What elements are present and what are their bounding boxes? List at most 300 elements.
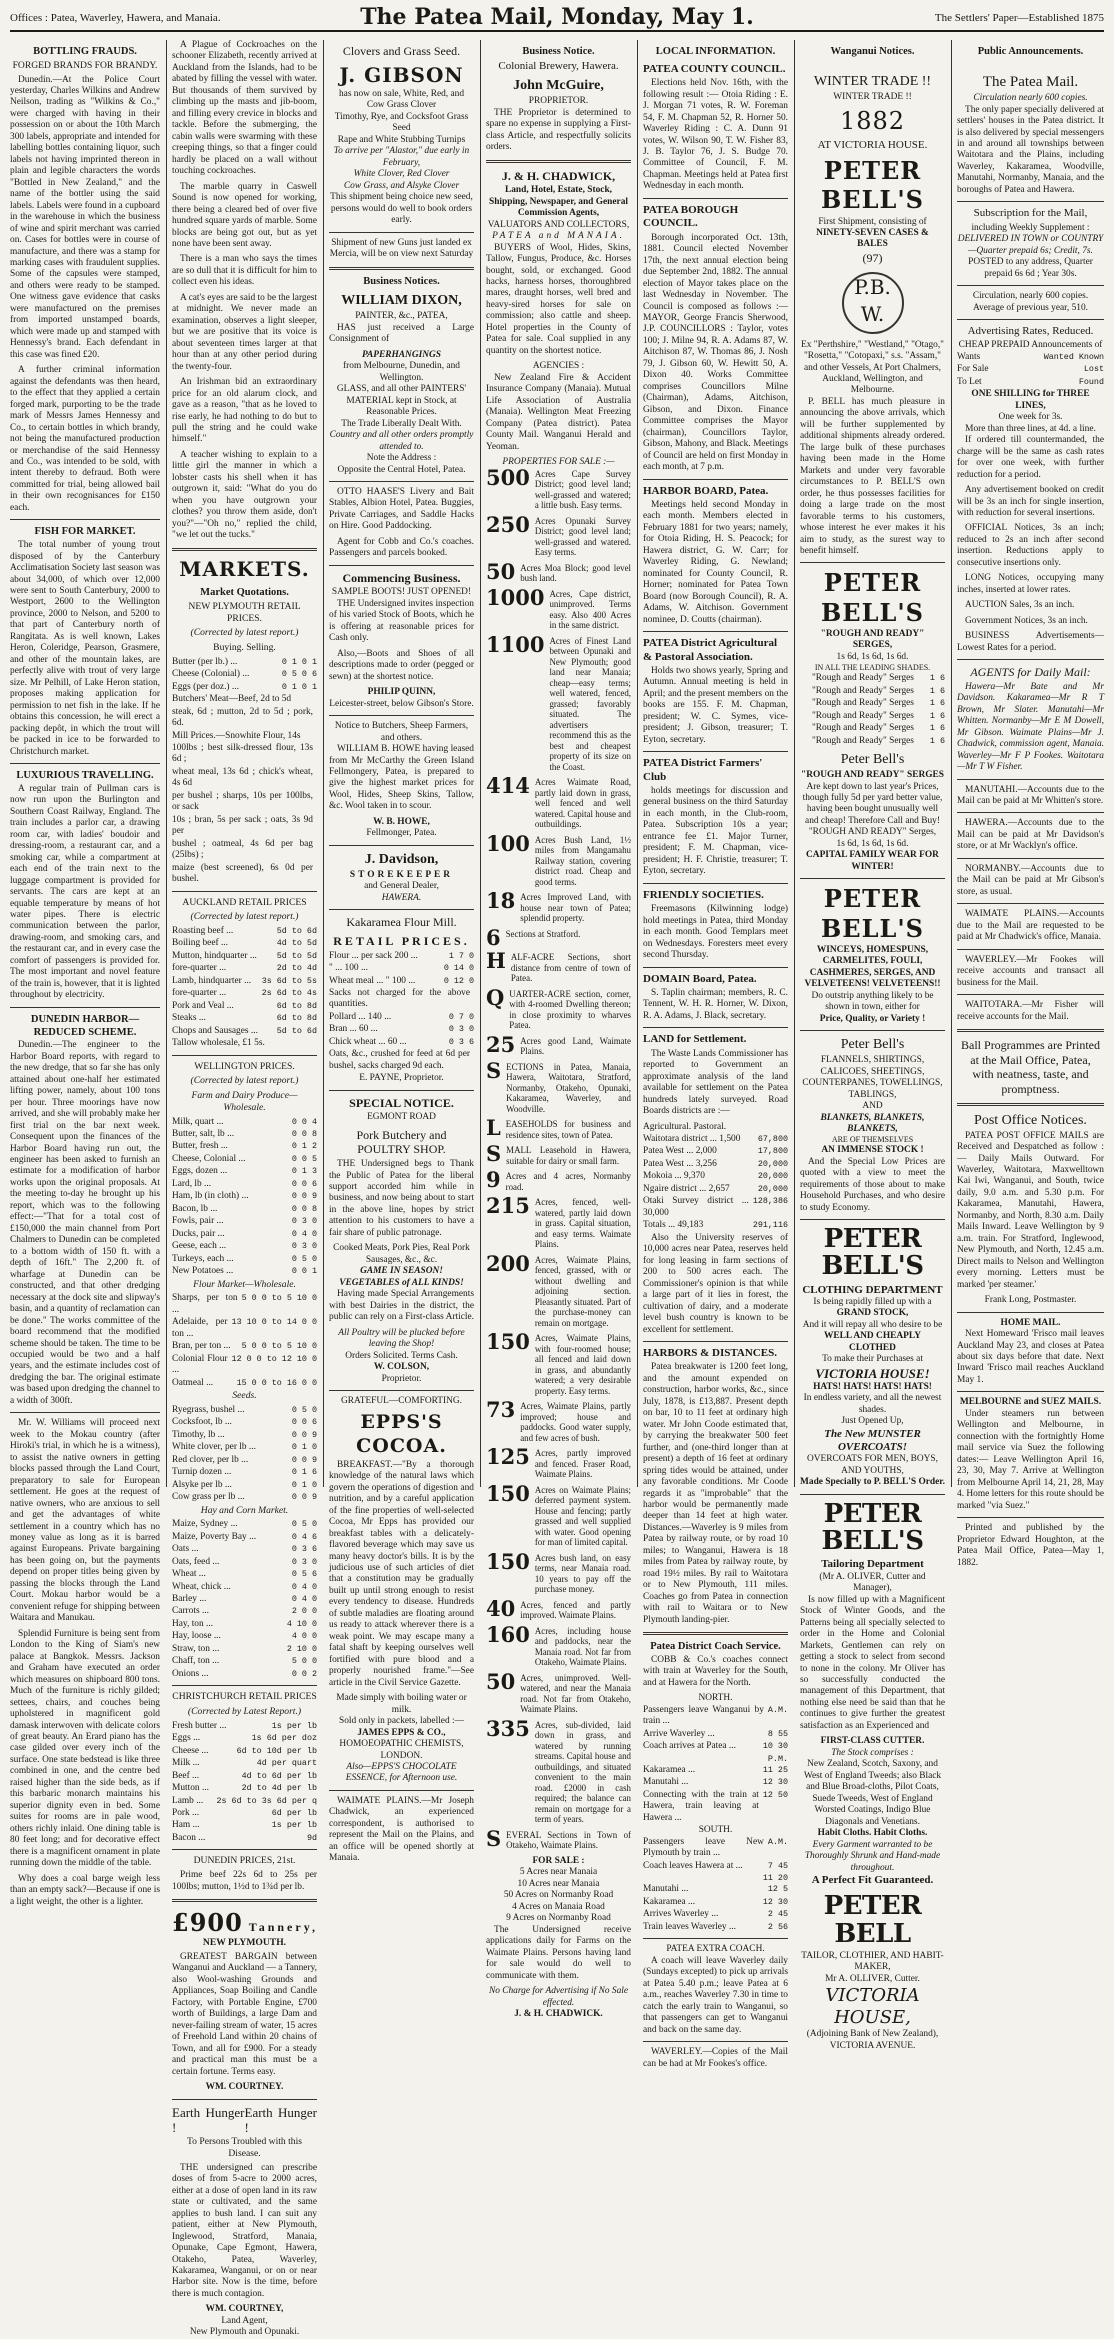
ad-text: POSTED to any address, Quarter prepaid 6s 6d ; Year 30s.	[968, 257, 1093, 279]
table-row	[800, 673, 945, 684]
info-heading: FRIENDLY SOCIETIES.	[643, 888, 764, 901]
info-text: A coach will leave Waverley daily (Sundays excepted) to pick up arrivals at Patea 5.40 p.m.; leave Patea at 6 a.m., reaches Waverley 7.30 in time to catch the early train to Wanganui, so that passengers can get to Wanganui and back on the same day.	[643, 1955, 788, 2035]
info-heading: PATEA BOROUGH COUNCIL.	[643, 203, 739, 230]
row-label: Coach arrives at Patea ...	[643, 1741, 736, 1752]
row-value: 0 5 0	[291, 1519, 317, 1530]
row-value: 20,000	[757, 1158, 788, 1169]
property-description: Acres, including house and paddocks, near the Manaia road. Not far from Otakeho, Waimate Plains.	[534, 1625, 631, 1668]
property-description: Acres Improved Land, with house near town of Patea; splendid property.	[520, 892, 631, 923]
row-value: 0 5 0 6	[281, 669, 317, 680]
row-value: 5 0 0 to 5 10 0	[241, 1341, 317, 1352]
table-row	[172, 1317, 317, 1340]
ad-text: "ROUGH AND READY" SERGES,	[820, 629, 925, 651]
row-label: Fresh butter ...	[172, 1720, 227, 1731]
table-row	[172, 1442, 317, 1453]
ad-text: 1s 6d, 1s 6d, 1s 6d.	[836, 651, 909, 662]
row-label: Ducks, pair ...	[172, 1228, 225, 1239]
info-text: holds meetings for discussion and general business on the third Saturday in each month, in the Club-room, Patea. Subscription 10s a year; entrance fee £1. Major Turner, president; F. M. Chapman, vice-president; H. F. Christie, treasurer; T. Eyton, secretary.	[643, 786, 788, 877]
ad-text: In endless variety, and all the newest shades.	[803, 1393, 942, 1415]
row-label: Maize, Sydney ...	[172, 1519, 238, 1530]
property-acres: S	[486, 1825, 502, 1851]
table-row	[172, 1544, 317, 1555]
row-label: Ngaire district ... 2,657	[643, 1183, 730, 1194]
row-value: 5d to 6d	[276, 926, 317, 936]
row-label: Fowls, pair ...	[172, 1216, 224, 1227]
row-label: Sharps, per ton ...	[172, 1293, 238, 1315]
column-rule	[166, 40, 167, 1487]
wants-list	[957, 352, 1104, 388]
table-row	[172, 1141, 317, 1152]
table-row	[172, 1492, 317, 1503]
peter-bell-heading: PETER BELL'S	[820, 568, 924, 627]
table-row	[643, 1884, 788, 1895]
ad-text: VICTORIA AVENUE.	[829, 2040, 916, 2051]
row-label: Passengers leave Wanganui by train ...	[643, 1704, 764, 1727]
ad-signature: Also—EPPS'S CHOCOLATE ESSENCE, for Afternoon use.	[345, 1761, 458, 1784]
timetable-heading: NORTH.	[698, 1693, 733, 1704]
table-row	[172, 1038, 317, 1049]
row-value: 12 50	[762, 1789, 788, 1800]
ad-text: Timothy, Rye, and Cocksfoot Grass Seed	[334, 111, 469, 134]
ad-text: No Charge for Advertising if No Sale effected.	[488, 1986, 629, 2008]
row-value: A.M.	[767, 1704, 788, 1715]
property-acres: 25	[486, 1031, 516, 1057]
row-label: Lamb ...	[172, 1795, 204, 1806]
ad-signature: HOMOEOPATHIC CHEMISTS,	[339, 1739, 464, 1750]
price-table	[172, 1721, 317, 1845]
ad-signature: PHILIP QUINN,	[367, 687, 436, 698]
property-listing	[486, 1141, 631, 1167]
sale-item: 4 Acres on Manaia Road	[512, 1901, 605, 1912]
table-row	[329, 988, 474, 1011]
column-7	[957, 40, 1104, 1568]
table-subtitle: Farm and Dairy Produce—Wholesale.	[191, 1090, 298, 1113]
ad-text: Having made Special Arrangements with best Dairies in the district, the public can rely on a First-class Article.	[329, 1289, 475, 1323]
info-heading: LAND for Settlement.	[643, 1033, 747, 1046]
property-listing	[486, 1825, 631, 1851]
row-label: Geese, each ...	[172, 1241, 227, 1252]
serge-list	[800, 673, 945, 747]
masthead	[10, 4, 1104, 32]
table-row	[329, 1037, 474, 1048]
ad-signature: Proprietor.	[381, 1373, 422, 1384]
row-label: Totals ... 49,183	[643, 1220, 704, 1231]
table-row	[172, 1771, 317, 1782]
ad-text: WINCEYS, HOMESPUNS, CARMELITES, FOULI, CASHMERES, SERGES, AND	[809, 944, 936, 978]
info-text: Also the University reserves of 10,000 acres near Patea, reserves held for long leasing in farm sections of 200 to 500 acres each. The Commissioner's opinion is that while a large part of it lies in forest, the cultivation of dairy, and a moderate level bush country is known to be excellent for settlement.	[643, 1232, 788, 1335]
column-6	[800, 40, 945, 2051]
timetable-heading: SOUTH.	[698, 1825, 733, 1836]
ad-heading: Kakaramea Flour Mill.	[346, 915, 457, 930]
row-value: Found	[1078, 376, 1104, 387]
ad-text: STOREKEEPER	[349, 869, 454, 880]
row-label: Butter, fresh ...	[172, 1141, 228, 1152]
ad-text: Also,—Boots and Shoes of all descriptions made to order (pegged or sewn) at the shortest notice.	[329, 648, 474, 682]
row-value: 4d to 6d per lb	[241, 1770, 317, 1781]
ad-text: ONE SHILLING for THREE LINES,	[971, 389, 1090, 411]
property-listing	[486, 511, 631, 558]
table-title: WELLINGTON PRICES.	[194, 1060, 295, 1072]
table-row	[172, 1783, 317, 1794]
ad-text: GLASS, and all other PAINTERS' MATERIAL kept in Stock, at Reasonable Prices.	[336, 384, 467, 418]
row-label: Chaff, ton ...	[172, 1656, 220, 1667]
row-label: Oats, &c., crushed for feed at 6d per bushel, sacks charged 9d each.	[329, 1049, 470, 1071]
ad-heading: promptness.	[1001, 1081, 1060, 1096]
property-listing	[486, 830, 631, 888]
row-value: 5 0 0 to 5 10 0	[241, 1293, 317, 1304]
row-label: Mokoia ... 9,370	[643, 1171, 705, 1182]
row-label: Kakaramea ...	[643, 1764, 696, 1775]
property-listing	[486, 1031, 631, 1057]
table-row	[172, 1013, 317, 1024]
property-listing	[486, 584, 631, 631]
ad-text: (Adjoining Bank of New Zealand),	[806, 2029, 939, 2040]
property-description: MALL Leasehold in Hawera, suitable for dairy or small farm.	[506, 1145, 631, 1166]
table-row	[172, 1721, 317, 1732]
ad-text: WAIMATE PLAINS.—Mr Joseph Chadwick, an experienced correspondent, is authorised to represent the Mail on the Plains, and an office will be opened shortly at Manaia.	[329, 1795, 474, 1864]
row-value: 0 5 6	[291, 1569, 317, 1580]
article-paragraph: Dunedin.—At the Police Court yesterday, Charles Wilkins and Andrew Neilson, trading as "Wilkins & Co.," were charged with having in their possession on or about the 10th March 300 labels, appropriate and intended for labelling bottles containing liquor, such labels not having imprinted thereon in plain and legible characters the words "Bottled in New Zealand," and the name of the bottler using the said labels. Labels were found in a cupboard in the warehouse in which the business of wine and spirit merchant was carried on. Cases for bottles were in course of manufacture, and there was a stamp for marking cases with fraudulent supplies. Some of the capsules were stamped, and others were ready to be stamped. One witness gave evidence that casks were manufactured on the premises from imported unstamped boards, which were made up and stamped with Hennessy's brand. Each defendant in this case was fined £20.	[10, 74, 160, 360]
ad-text: To arrive per "Alastor," due early in February,	[333, 146, 470, 168]
table-row	[957, 377, 1104, 388]
sale-item: 50 Acres on Normanby Road	[503, 1890, 614, 1901]
row-value: 0 3 0	[291, 1241, 317, 1252]
ad-text: PAPERHANGINGS	[361, 349, 441, 360]
row-value: 0 0 5	[291, 1153, 317, 1164]
row-label	[643, 1873, 759, 1883]
row-value: 0 4 0	[291, 1228, 317, 1239]
property-acres: 335	[486, 1715, 530, 1741]
ad-text: PATEA and MANAIA.	[492, 231, 625, 242]
section-heading: Business Notices.	[363, 275, 440, 287]
row-label: Adelaide, per ton ...	[172, 1317, 228, 1339]
row-label: For Sale	[957, 364, 989, 375]
row-label: maize (best screened), 6s 0d per bushel.	[172, 862, 313, 885]
row-value: 5d to 6d	[276, 1025, 317, 1036]
info-heading: PATEA District Farmers' Club	[643, 757, 763, 783]
property-description: Acres bush land, on easy terms, near Manaia road. 10 years to pay off the purchase money.	[534, 1552, 631, 1595]
property-description: Acres, Cape district, unimproved. Terms easy. Also 400 Acres in the same district.	[549, 588, 631, 630]
info-heading: PATEA EXTRA COACH.	[666, 1944, 765, 1955]
row-value: 0 1 0	[291, 1442, 317, 1453]
row-value: Wanted Known	[1043, 351, 1104, 362]
ad-text: HATS! HATS! HATS! HATS!	[813, 1381, 932, 1392]
row-label: "Rough and Ready" Serges	[811, 735, 914, 746]
row-label: Alsyke per lb ...	[172, 1479, 232, 1490]
table-row	[172, 839, 317, 862]
ad-text: Mr A. OLLIVER, Cutter.	[825, 1973, 920, 1984]
row-label: Eggs, dozen ...	[172, 1166, 228, 1177]
row-label: Patea West ... 2,000	[643, 1146, 717, 1157]
row-label: steak, 6d ; mutton, 2d to 5d ; pork, 6d.	[172, 706, 313, 729]
row-label: Mutton ...	[172, 1783, 209, 1794]
row-label: Train leaves Waverley ...	[643, 1921, 736, 1932]
property-description: Acres Waimate Road, partly laid down in grass, well fenced and well watered. Capital house and outbuildings.	[534, 777, 631, 829]
row-label: Oats ...	[172, 1544, 199, 1555]
table-row	[172, 1179, 317, 1190]
ad-text: (97)	[862, 250, 883, 265]
row-value: 6d to 10d per lb	[236, 1745, 317, 1756]
property-acres: S	[486, 1141, 502, 1167]
property-listing	[486, 1397, 631, 1443]
table-row	[172, 926, 317, 937]
table-row	[643, 1909, 788, 1920]
column-2	[172, 40, 319, 2338]
paper-name: The Patea Mail.	[982, 73, 1079, 90]
row-label: Pollard ... 140 ...	[329, 1011, 392, 1022]
row-label: "Rough and Ready" Serges	[811, 685, 914, 696]
table-row	[172, 1341, 317, 1352]
row-value: 2 45	[767, 1909, 788, 1920]
row-value: 0 5 0	[291, 1404, 317, 1415]
property-acres: 1100	[486, 631, 545, 657]
property-listing	[486, 1193, 631, 1250]
table-row	[643, 1741, 788, 1752]
property-listing	[486, 1621, 631, 1668]
row-value: 8 55	[767, 1728, 788, 1739]
info-text: Borough incorporated Oct. 13th, 1881. Council elected November 17th, the next annual election being due September 2nd, 1882. The annual election of Mayor takes place on the last Wednesday in November. The Council is composed as follows :— MAYOR, George Francis Sherwood, J.P. COUNCILLORS : Taylor, votes 100; J. Milne 94, R. A. Adams 87, W. Aitchison 87, W. Thomas 86, J. Nosh 79, J. Gibson 60, W. Hewitt 50, A. Dixon 40. Works Committee comprises Councillors Milne (Chairman), Adams, Aitchison, Gibson, and Dixon. Finance Committee comprises the Mayor (chairman), Councillors Taylor, Gibson, Mahony, and Black. Meetings of Council are held on first Monday in each month, at 7 p.m.	[643, 232, 788, 473]
row-value: 1 6	[929, 723, 945, 734]
peter-bell-heading: PETER BELL'S	[821, 1224, 924, 1282]
ad-text: New Zealand, Scotch, Saxony, and West of England Tweeds; also Black and Blue Broad-cloths, Pilot Coats, Suede Tweeds, West of England Worsted Coatings, Indigo Blue Diagonals and Venetians.	[803, 1759, 942, 1827]
ad-text: HAWERA.—Accounts due to the Mail can be paid at Mr Davidson's store, or at Mr Wacklyn's office.	[957, 818, 1104, 852]
row-value: 4d to 5d	[276, 938, 317, 949]
ad-text: Habit Cloths. Habit Cloths.	[817, 1828, 928, 1839]
property-acres: 150	[486, 1329, 530, 1355]
row-label: Wants	[957, 351, 981, 362]
info-heading: DOMAIN Board, Patea.	[643, 972, 757, 985]
ad-text: Leicester-street, below Gibson's Store.	[329, 698, 474, 709]
row-value: 4 10 0	[286, 1618, 317, 1629]
table-title: AUCKLAND RETAIL PRICES	[182, 896, 307, 908]
row-label: Waitotara district ... 1,500	[643, 1134, 741, 1145]
row-value: 0 3 0	[291, 1216, 317, 1227]
property-description: Sections at Stratford.	[505, 928, 581, 939]
table-row	[643, 1146, 788, 1157]
ad-text: The Undersigned receive applications daily for Farms on the Waimate Plains. Persons having land for sale would do well to communicate with them.	[486, 1924, 631, 1981]
table-row	[172, 1557, 317, 1568]
ad-heading: at the Mail Office, Patea,	[970, 1052, 1091, 1067]
ad-text: (Mr A. OLIVER, Cutter and Manager),	[819, 1571, 926, 1594]
ad-text: NORMANBY.—Accounts due to the Mail can be paid at Mr Gibson's store, as usual.	[957, 863, 1104, 897]
ad-text: TAILOR, CLOTHIER, AND HABIT-MAKER,	[801, 1950, 944, 1973]
ad-text: All Poultry will be plucked before leaving the Shop!	[338, 1327, 465, 1350]
table-row	[643, 1837, 788, 1860]
column-rule	[951, 40, 952, 1487]
table-row	[172, 1166, 317, 1177]
row-value: 128,386	[752, 1196, 788, 1207]
sale-item: 5 Acres near Manaia	[519, 1867, 598, 1878]
row-label: Milk ...	[172, 1758, 200, 1769]
table-row	[643, 1897, 788, 1908]
row-value: 1s per lb	[271, 1720, 317, 1731]
table-row	[643, 1777, 788, 1788]
year-heading: 1882	[839, 107, 906, 136]
ad-text: CAPITAL FAMILY WEAR FOR WINTER!	[806, 850, 939, 872]
row-label: Patea West ... 3,256	[643, 1158, 717, 1169]
headline: BOTTLING FRAUDS.	[33, 46, 137, 57]
ad-text: A Perfect Fit Guaranteed.	[811, 1873, 934, 1886]
article-paragraph: A further criminal information against the defendants was then heard, to the effect that they applied a certain forged mark, purporting to be the trade mark of Messrs James Hennessy and Co., to certain bottles in which brandy, not being the manufactured production or merchandise of the said Hennessy and Co., was intended to be sold, with intent thereby to defraud. Both were committed for trial, being allowed bail in their own recognisances for £150 each.	[10, 365, 160, 513]
table-row	[643, 1134, 788, 1145]
row-value: 12 5	[767, 1884, 788, 1895]
row-value: 6d to 8d	[276, 1000, 317, 1011]
peter-bell-heading: PETER BELL'S	[820, 884, 924, 943]
ad-signature: New Plymouth and Opunaki.	[189, 2327, 300, 2338]
ad-text: HAS just received a Large Consignment of	[329, 322, 474, 345]
table-row	[172, 1669, 317, 1680]
row-label: Arrives Waverley ...	[643, 1909, 719, 1920]
table-subtitle: Hay and Corn Market.	[200, 1504, 289, 1516]
ad-heading: HOME MAIL.	[1000, 1317, 1061, 1328]
table-row	[643, 1790, 788, 1824]
price-table	[172, 1293, 317, 1389]
row-label: Butter (per lb.) ...	[172, 656, 238, 667]
property-listing	[486, 1715, 631, 1825]
row-label: Lamb, hindquarter ...	[172, 975, 252, 986]
property-description: ECTIONS in Patea, Manaia, Hawera, Waitotara, Stratford, Normanby, Otakeho, Opunaki, Kakaramea, Waverley, and Woodville.	[506, 1061, 631, 1114]
peter-bell-heading: PETER BELL	[823, 1891, 922, 1949]
article-paragraph: A teacher wishing to explain to a little girl the manner in which a lobster casts his shell when it has outgrown it, said: "What do you do when you have outgrown your clothes? you throw them aside, don't you?"—"Oh no," replied the child, "we let out the tucks."	[172, 449, 317, 541]
ad-text: AUCTION Sales, 3s an inch.	[965, 600, 1075, 611]
table-row	[643, 1122, 788, 1133]
ad-text: P. BELL has much pleasure in announcing the above arrivals, which will be further supplemented by additional shipments already ordered. The large bulk of these purchases having been made in the Home Markets and under very favorable circumstances to P. BELL'S own order, he thus possesses facilities for doing a large trade on the most favorable terms to his customers, whose interest he ever makes it his aim to study, as the surest way to benefit himself.	[800, 396, 945, 557]
ad-text: The New MUNSTER OVERCOATS!	[824, 1427, 921, 1453]
row-value: 0 3 6	[291, 1544, 317, 1555]
row-value: 12 0 0 to 12 10 0	[231, 1353, 317, 1364]
column-5	[643, 40, 788, 2069]
property-listing	[486, 1668, 631, 1715]
column-rule	[323, 40, 324, 1487]
ad-text: OVERCOATS FOR MEN, BOYS, AND YOUTHS,	[806, 1454, 938, 1476]
property-acres: 150	[486, 1480, 530, 1506]
row-value: 0 4 6	[291, 1531, 317, 1542]
property-acres: 9	[486, 1167, 501, 1193]
row-label: "Rough and Ready" Serges	[811, 710, 914, 721]
ad-text: SAMPLE BOOTS! JUST OPENED!	[331, 587, 472, 598]
ad-signature: WM. COURTNEY.	[205, 2082, 284, 2093]
property-acres: 50	[486, 1668, 516, 1694]
table-row	[172, 743, 317, 766]
row-label: "Rough and Ready" Serges	[811, 723, 914, 734]
row-label: Cow grass per lb ...	[172, 1492, 245, 1503]
row-label: Eggs ...	[172, 1733, 201, 1744]
row-label: 10s ; bran, 5s per sack ; oats, 3s 9d per	[172, 814, 313, 837]
row-value: 2 0 0	[291, 1606, 317, 1617]
table-row	[172, 1519, 317, 1530]
ad-text: Price, Quality, or Variety !	[819, 1013, 926, 1024]
table-row	[329, 1012, 474, 1023]
ad-text: First Shipment, consisting of	[818, 216, 927, 227]
article-paragraph: Dunedin.—The engineer to the Harbor Board reports, with regard to the new dredge, that so far she has only attained about one-half her estimated lifting power, namely, about 100 tons per hour. Three moorings have now arrived, and she will probably make her first trial on the bar next week. Consequent upon the finances of the Harbor Board having run out, the engineer has been asked to furnish an estimate for a modification of harbor works upon the original proposals. At the meeting to-day he brought up his report, which was to the following effect:—"That for a total cost of £150,000 the main channel from Port Chalmers to Dunedin can be completed to a bottom width of 150 ft. with a depth of 16ft." The 2,200 ft. of wharfage at Dunedin can be constructed, and that other dredging necessary at the dock site and slipway's basin, and a quantity of reclamation can be done." The works committee of the board recommend that the modified scheme should be taken. The time to be occupied would be two and a half years, and the estimate includes cost of dredging the bar. The original estimate was based upon dredging the channel to a width of 300ft.	[10, 1040, 160, 1406]
ad-heading: AGENCIES :	[532, 361, 585, 372]
ad-text: from Melbourne, Dunedin, and Wellington.	[343, 361, 460, 383]
row-label: Lard, lb ...	[172, 1178, 212, 1189]
table-row	[172, 694, 317, 705]
row-value: 0 1 6	[291, 1467, 317, 1478]
row-label: Colonial Flour ...	[172, 1353, 228, 1376]
ad-text: More than three lines, at 4d. a line.	[965, 423, 1096, 434]
property-listing	[486, 773, 631, 830]
info-heading: PATEA COUNTY COUNCIL.	[643, 62, 786, 75]
property-acres: 6	[486, 924, 501, 950]
row-value: 0 7 0	[448, 1011, 474, 1022]
table-row	[172, 682, 317, 693]
table-row	[172, 1746, 317, 1757]
row-value: 12 30	[762, 1777, 788, 1788]
table-row	[643, 1922, 788, 1933]
ad-signature: WM. COURTNEY,	[205, 2304, 284, 2315]
row-label: "Rough and Ready" Serges	[811, 673, 914, 684]
row-value: 6d to 8d	[276, 1013, 317, 1024]
property-acres: 18	[486, 888, 516, 913]
table-row	[643, 1171, 788, 1182]
ad-heading: Earth Hunger !	[172, 2104, 245, 2136]
tannery-price: £900	[172, 1908, 243, 1938]
ad-text: WELL AND CHEAPLY CLOTHED	[823, 1331, 922, 1353]
table-row	[172, 1656, 317, 1667]
table-row	[800, 723, 945, 734]
row-label: bushel ; oatmeal, 4s 6d per bag (25lbs) ;	[172, 838, 313, 861]
ad-name: J. Davidson,	[364, 851, 439, 867]
row-value: 0 4 0	[291, 1594, 317, 1605]
row-label: Wheat, chick ...	[172, 1581, 231, 1592]
section-heading: Wanganui Notices.	[830, 46, 915, 57]
table-row	[172, 1569, 317, 1580]
ad-text: and General Dealer,	[364, 881, 439, 892]
imprint: Printed and published by the Proprietor Edward Houghton, at the Patea Mail Office, Patea—May 1, 1882.	[957, 1523, 1104, 1568]
ad-text: Under steamers run between Wellington and Melbourne, in connection with the fortnightly Home mail service via Suez the following dates:— Leave Wellington April 16, 23, 30, May 7. Arrive at Wellington from Melbourne April 14, 21, 28, May 4. Home letters for this route should be marked "via Suez."	[957, 1408, 1104, 1511]
table-row	[172, 1001, 317, 1012]
ad-text: Land, Hotel, Estate, Stock, Shipping, Newspaper, and General Commission Agents,	[488, 185, 628, 219]
table-subtitle: (Corrected by latest report.)	[190, 911, 299, 923]
table-title: DUNEDIN PRICES, 21st.	[193, 1855, 296, 1867]
headline: DUNEDIN HARBOR—REDUCED SCHEME.	[30, 1013, 140, 1038]
property-description: EVERAL Sections in Town of Otakeho, Waimate Plains.	[506, 1829, 631, 1851]
row-label: Passengers leave New Plymouth by train ...	[643, 1836, 764, 1859]
ad-text: AND	[862, 1101, 883, 1112]
row-label: Flour ... per sack 200 ...	[329, 950, 418, 961]
column-4	[486, 40, 631, 2019]
row-label: Chick wheat ... 60 ...	[329, 1036, 407, 1047]
ad-text: VICTORIA HOUSE,	[825, 1985, 920, 2029]
row-label: " ... 100 ...	[329, 963, 368, 974]
property-listing	[486, 1595, 631, 1621]
row-value: 2 56	[767, 1921, 788, 1932]
row-value: Lost	[1083, 364, 1104, 375]
sale-list	[486, 1867, 631, 1924]
ad-text: Ex "Perthshire," "Westland," "Otago," "Rosetta," "Cotopaxi," s.s. "Assam," and other Vessels, At Port Chalmers, Auckland, Wellington, and Melbourne.	[800, 339, 944, 396]
property-description: EASEHOLDS for business and residence sites, town of Patea.	[505, 1119, 631, 1140]
tannery-place: NEW PLYMOUTH.	[202, 1937, 287, 1949]
ad-text: HAWERA.	[381, 892, 422, 903]
row-label: Bacon, lb ...	[172, 1203, 218, 1214]
row-value: 4 0 0	[291, 1631, 317, 1642]
row-value: 0 12 0	[443, 975, 474, 986]
ad-text: Agent for Cobb and Co.'s coaches. Passengers and parcels booked.	[329, 536, 474, 559]
ad-text: Just Opened Up,	[841, 1416, 904, 1427]
property-listing	[486, 558, 631, 584]
table-row	[643, 1765, 788, 1776]
row-value: 0 1 0 1	[281, 681, 317, 692]
row-label: Turkeys, each ...	[172, 1253, 234, 1264]
table-subtitle: Flour Market—Wholesale.	[193, 1278, 296, 1290]
article-paragraph: There is a man who says the times are so dull that it is difficult for him to collect even his ideas.	[172, 254, 317, 288]
price-table	[172, 1519, 317, 1680]
property-description: Acres, fenced, well-watered, partly laid down in grass. Capital situation, and easy terms. Waimate Plains.	[534, 1197, 631, 1250]
row-value: 0 0 9	[291, 1492, 317, 1503]
ad-name: WILLIAM DIXON,	[341, 293, 462, 309]
